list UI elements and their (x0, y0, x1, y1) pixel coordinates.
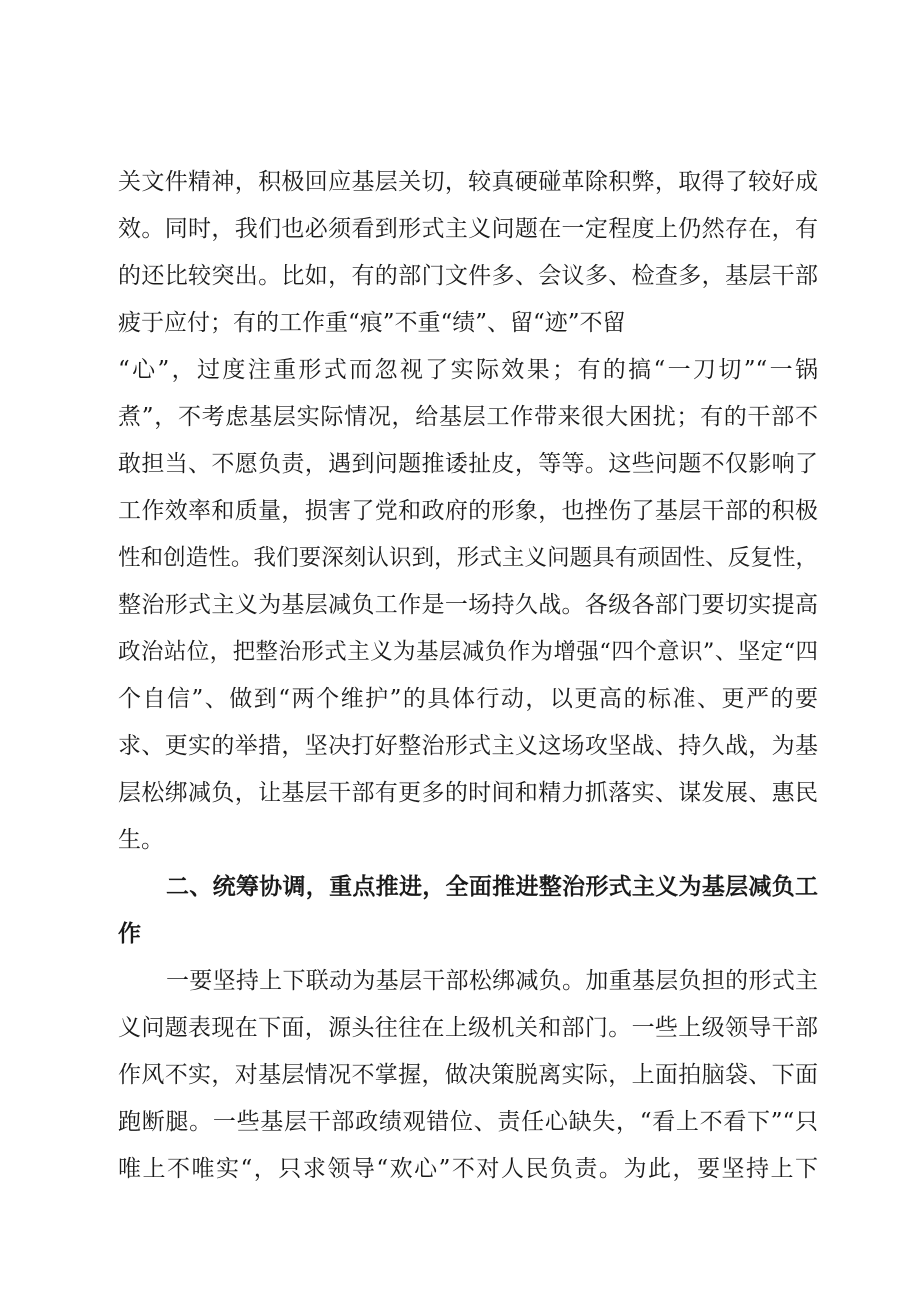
text-line: 唯上不唯实“，只求领导“欢心”不对人民负责。为此，要坚持上下 (118, 1156, 818, 1182)
text-line: 求、更实的举措，坚决打好整治形式主义这场攻坚战、持久战，为基 (118, 733, 818, 759)
text-line: 生。 (118, 827, 164, 853)
text-line: 煮”，不考虑基层实际情况，给基层工作带来很大困扰；有的干部不 (118, 404, 818, 430)
text-line: 效。同时，我们也必须看到形式主义问题在一定程度上仍然存在，有 (118, 216, 818, 242)
text-line: 整治形式主义为基层减负工作是一场持久战。各级各部门要切实提高 (118, 592, 818, 618)
text-line: 敢担当、不愿负责，遇到问题推诿扯皮，等等。这些问题不仅影响了 (118, 451, 818, 477)
text-line: 政治站位，把整治形式主义为基层减负作为增强“四个意识”、坚定“四 (118, 639, 818, 665)
text-line: 跑断腿。一些基层干部政绩观错位、责任心缺失，“看上不看下”“只 (118, 1109, 818, 1135)
text-line: 义问题表现在下面，源头往往在上级机关和部门。一些上级领导干部 (118, 1015, 818, 1041)
text-line: 的还比较突出。比如，有的部门文件多、会议多、检查多，基层干部 (118, 263, 818, 289)
text-line: 关文件精神，积极回应基层关切，较真硬碰革除积弊，取得了较好成 (118, 169, 818, 195)
text-line: 工作效率和质量，损害了党和政府的形象，也挫伤了基层干部的积极 (118, 498, 818, 524)
heading-line: 二、统筹协调，重点推进，全面推进整治形式主义为基层减负工 (166, 874, 818, 900)
text-line: 疲于应付；有的工作重“痕”不重“绩”、留“迹”不留 (118, 310, 626, 336)
text-line: 个自信”、做到“两个维护”的具体行动，以更高的标准、更严的要 (118, 686, 818, 712)
text-line: 作风不实，对基层情况不掌握，做决策脱离实际，上面拍脑袋、下面 (118, 1062, 818, 1088)
text-line: 一要坚持上下联动为基层干部松绑减负。加重基层负担的形式主 (166, 968, 818, 994)
heading-line: 作 (118, 921, 141, 947)
text-line: 性和创造性。我们要深刻认识到，形式主义问题具有顽固性、反复性， (118, 545, 818, 571)
text-line: “心”，过度注重形式而忽视了实际效果；有的搞“一刀切”“一锅 (118, 357, 818, 383)
text-line: 层松绑减负，让基层干部有更多的时间和精力抓落实、谋发展、惠民 (118, 780, 818, 806)
